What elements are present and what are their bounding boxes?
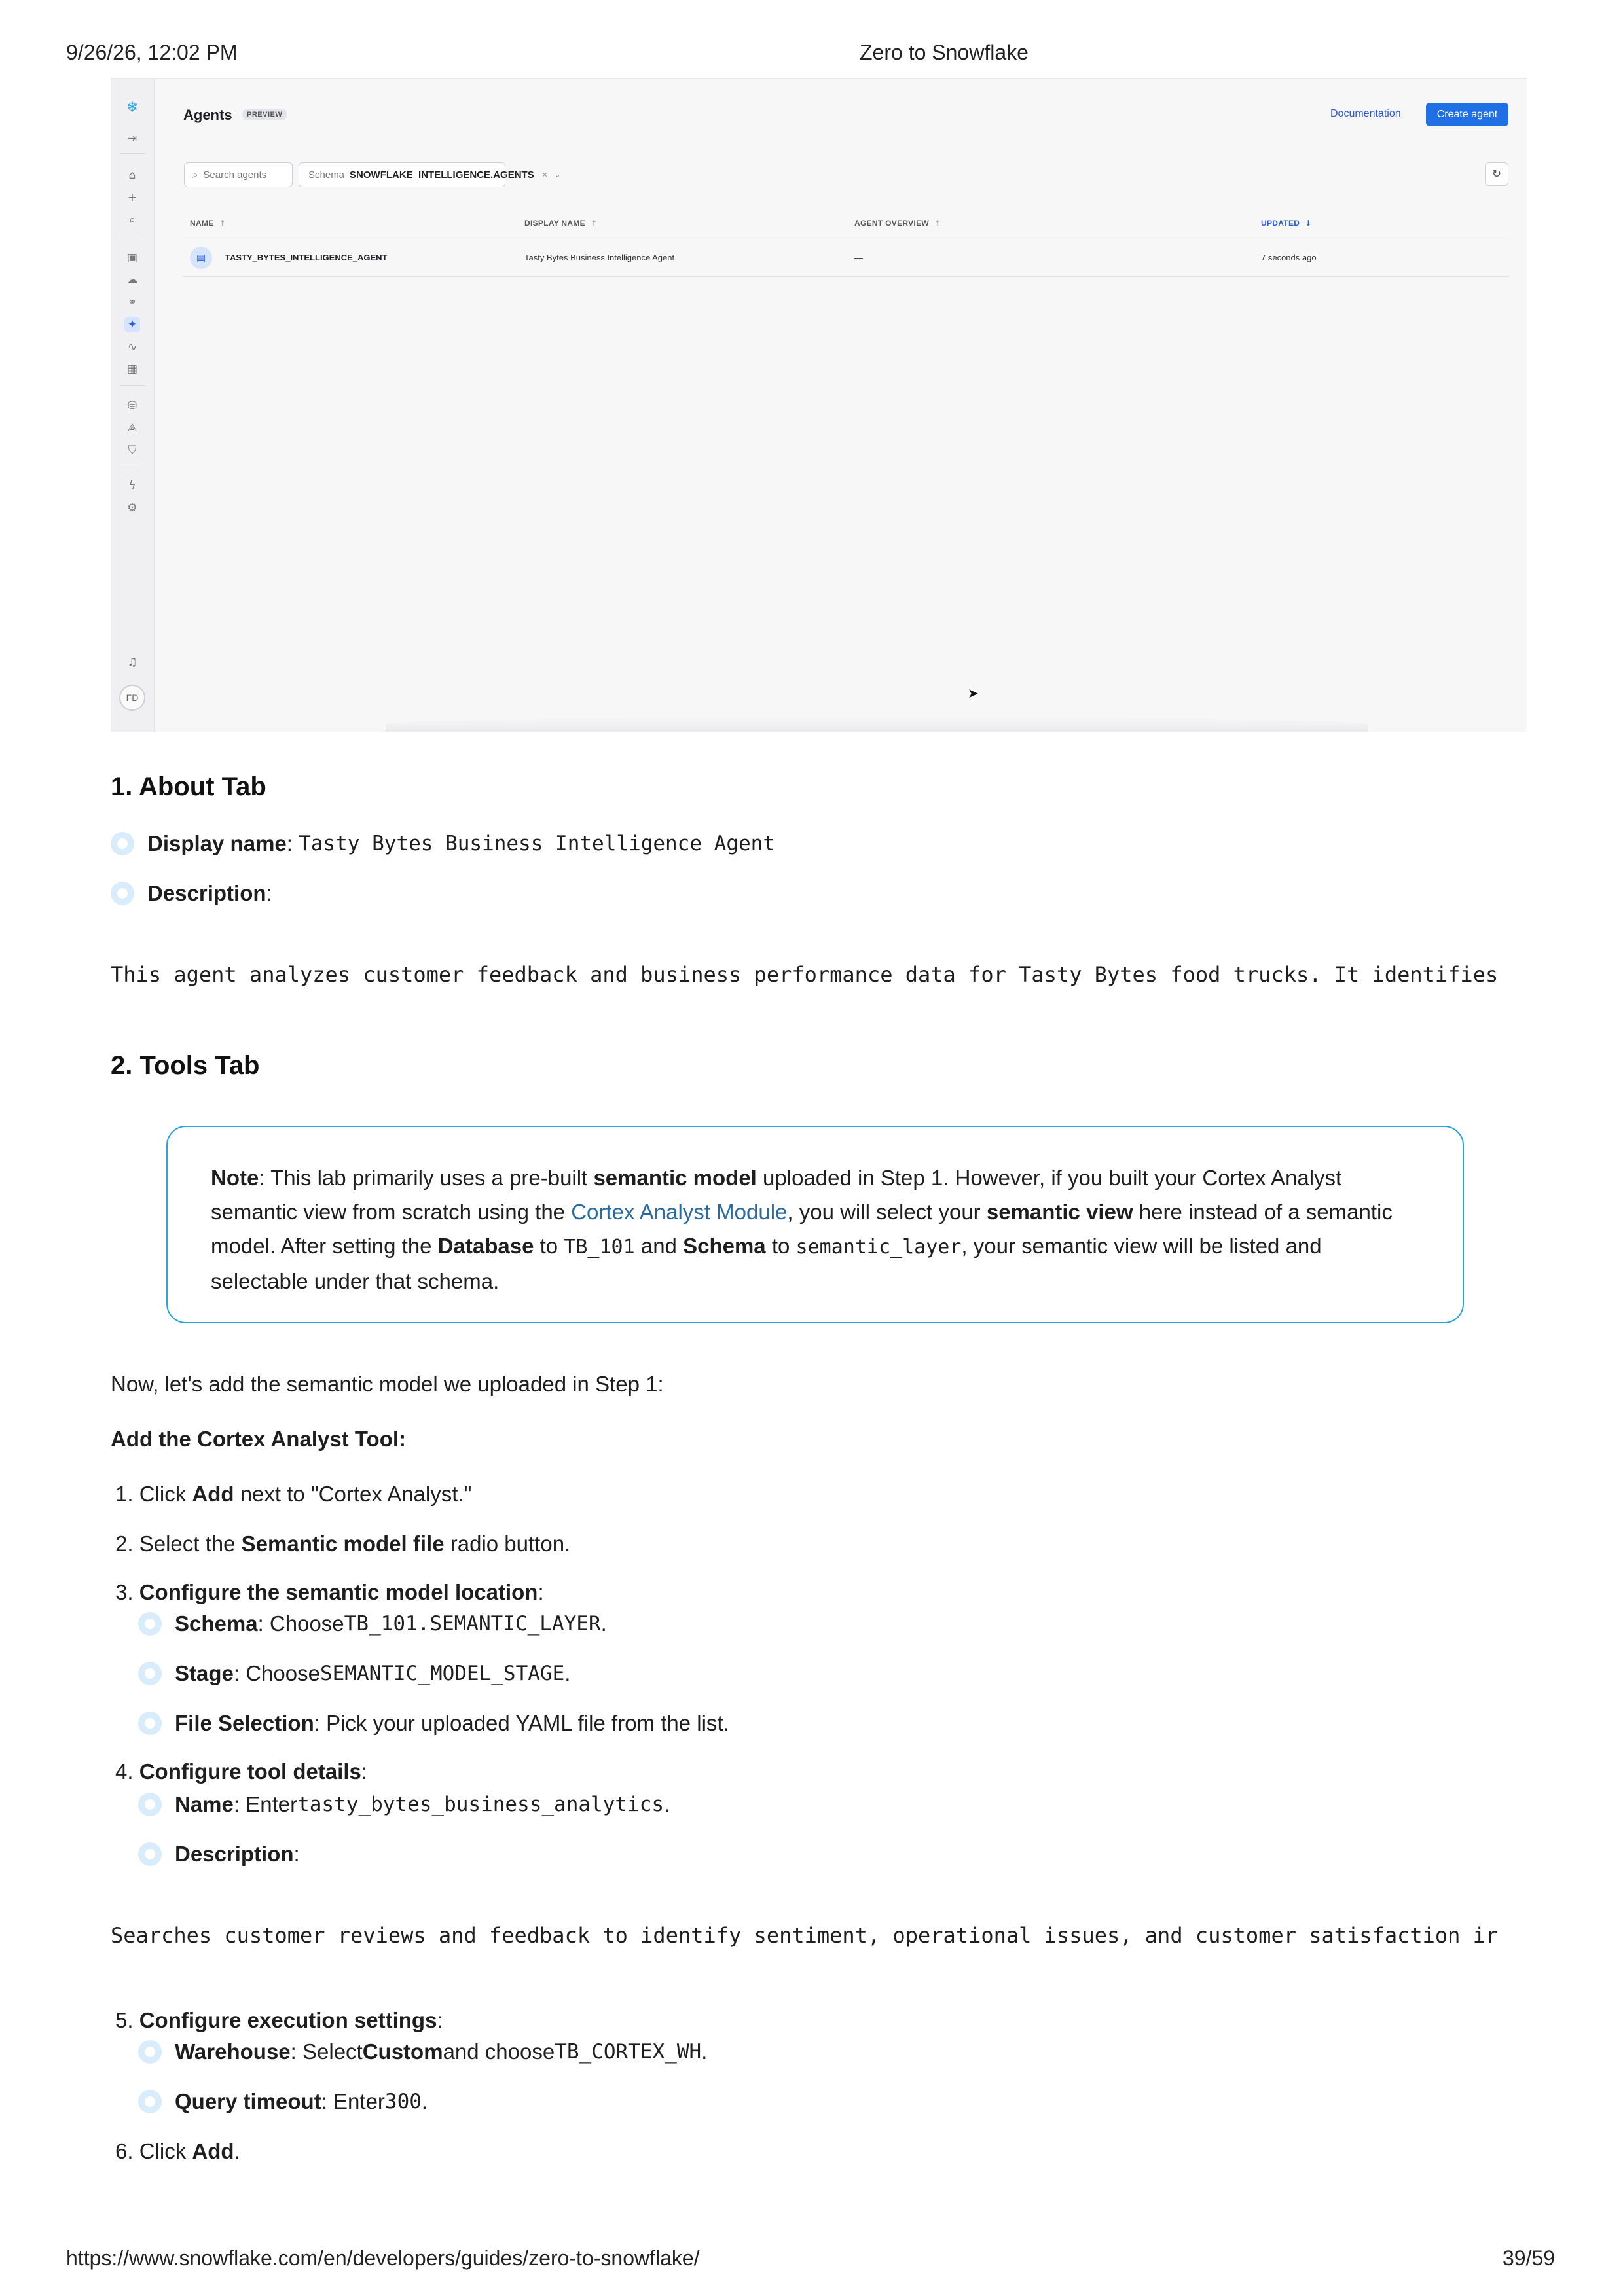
tool-description-item: Description :: [138, 1842, 300, 1867]
column-header-updated[interactable]: UPDATED ↓: [1261, 219, 1312, 228]
home-icon[interactable]: ⌂: [128, 169, 136, 182]
bullet-icon: [138, 1793, 162, 1816]
bullet-icon: [111, 882, 134, 905]
shield-icon[interactable]: ⛉: [128, 444, 137, 457]
sort-up-icon: ↑: [934, 219, 941, 228]
projects-icon[interactable]: ▣: [126, 251, 138, 264]
search-agents-input[interactable]: [184, 162, 293, 187]
agent-description-code: This agent analyzes customer feedback and business performance data for Tasty Bytes food trucks. It identifies: [111, 962, 1499, 987]
schema-label: Schema: [308, 169, 345, 181]
preview-badge: PREVIEW: [242, 109, 287, 120]
marketplace-icon[interactable]: ▦: [126, 363, 138, 376]
ai-agents-icon[interactable]: ✦: [124, 317, 140, 332]
bullet-icon: [138, 1842, 162, 1866]
snowflake-logo-icon: ❄: [126, 99, 139, 116]
tool-name-item: Name : Enter tasty_bytes_business_analytics .: [138, 1792, 670, 1817]
column-header-display-name[interactable]: DISPLAY NAME ↑: [524, 219, 598, 228]
display-name-item: Display name : Tasty Bytes Business Intelligence Agent: [111, 831, 775, 856]
step-5: 5. Configure execution settings:: [115, 2008, 443, 2032]
agent-display-name-cell: Tasty Bytes Business Intelligence Agent: [524, 253, 675, 262]
refresh-icon: ↻: [1491, 168, 1502, 181]
monitoring-icon[interactable]: ∿: [127, 340, 137, 353]
note-text: Note: This lab primarily uses a pre-built semantic model uploaded in Step 1. However, if you built your Cortex Analyst semantic view from scratch using the Cortex Analyst Module, you will select your semantic view here instead of a semantic model. After setting the Database to TB_101 and Schema to semantic_layer, your semantic view will be listed and selectable under that schema.: [211, 1166, 1393, 1293]
expand-sidebar-icon[interactable]: ⇥: [127, 132, 137, 145]
bullet-icon: [138, 1612, 162, 1636]
step-1: 1. Click Add next to "Cortex Analyst.": [115, 1482, 472, 1506]
cloud-icon[interactable]: ☁: [126, 274, 138, 287]
warehouse-item: Warehouse : Select Custom and choose TB_CORTEX_WH .: [138, 2039, 707, 2064]
step-2: 2. Select the Semantic model file radio button.: [115, 1532, 571, 1556]
bullet-icon: [111, 832, 134, 855]
settings-gear-icon[interactable]: ⚙: [127, 501, 137, 514]
bullet-icon: [138, 2040, 162, 2064]
agents-screenshot: [111, 78, 1527, 732]
column-header-agent-overview[interactable]: AGENT OVERVIEW ↑: [854, 219, 941, 228]
schema-value: SNOWFLAKE_INTELLIGENCE.AGENTS: [350, 169, 534, 181]
bullet-icon: [138, 1662, 162, 1685]
agent-name-cell[interactable]: TASTY_BYTES_INTELLIGENCE_AGENT: [225, 253, 388, 262]
agent-icon: ▤: [190, 247, 212, 269]
step-6: 6. Click Add.: [115, 2139, 240, 2163]
chevron-down-icon[interactable]: ⌄: [554, 170, 561, 179]
create-agent-button[interactable]: Create agent: [1426, 103, 1508, 126]
documentation-link[interactable]: Documentation: [1330, 108, 1401, 119]
print-url: https://www.snowflake.com/en/developers/guides/zero-to-snowflake/: [66, 2246, 700, 2270]
tools-tab-heading: 2. Tools Tab: [111, 1051, 260, 1080]
refresh-button[interactable]: [1485, 162, 1508, 186]
search-icon: ⌕: [192, 169, 198, 181]
note-box: [166, 1126, 1464, 1323]
sort-up-icon: ↑: [219, 219, 226, 228]
schema-filter[interactable]: [299, 162, 561, 187]
catalog-icon[interactable]: ⟁: [127, 422, 137, 435]
column-header-name[interactable]: NAME ↑: [190, 219, 226, 228]
search-placeholder: Search agents: [203, 169, 267, 181]
agent-updated-cell: 7 seconds ago: [1261, 253, 1317, 262]
print-datetime: 9/26/26, 12:02 PM: [66, 41, 238, 64]
about-tab-heading: 1. About Tab: [111, 772, 266, 801]
sort-up-icon: ↑: [590, 219, 598, 228]
sort-down-icon: ↓: [1305, 219, 1312, 228]
bolt-icon[interactable]: ϟ: [128, 479, 136, 492]
step-4: 4. Configure tool details:: [115, 1759, 368, 1784]
add-tool-subheading: Add the Cortex Analyst Tool:: [111, 1427, 407, 1451]
user-avatar[interactable]: FD: [119, 685, 145, 711]
file-selection-item: File Selection : Pick your uploaded YAML file from the list.: [138, 1711, 729, 1736]
page-title: Agents: [183, 107, 232, 123]
stage-item: Stage : Choose SEMANTIC_MODEL_STAGE .: [138, 1661, 570, 1686]
search-icon[interactable]: ⌕: [129, 213, 136, 226]
intro-paragraph: Now, let's add the semantic model we uploaded in Step 1:: [111, 1372, 664, 1396]
print-doc-title: Zero to Snowflake: [860, 41, 1029, 64]
tool-description-code: Searches customer reviews and feedback to identify sentiment, operational issues, and customer satisfaction ir: [111, 1923, 1499, 1948]
agent-overview-cell: —: [854, 253, 863, 262]
bell-icon[interactable]: ♫: [127, 656, 137, 669]
bullet-icon: [138, 2090, 162, 2113]
mouse-cursor-icon: ➤: [968, 685, 979, 701]
schema-item: Schema : Choose TB_101.SEMANTIC_LAYER .: [138, 1611, 607, 1636]
print-page-number: 39/59: [1503, 2246, 1556, 2270]
database-icon[interactable]: ⛁: [127, 399, 137, 412]
bullet-icon: [138, 1712, 162, 1735]
query-timeout-item: Query timeout : Enter 300 .: [138, 2089, 428, 2114]
data-products-icon[interactable]: ⚭: [127, 296, 137, 309]
left-nav-rail: [111, 79, 155, 732]
step-3: 3. Configure the semantic model location:: [115, 1580, 544, 1604]
clear-icon[interactable]: ×: [541, 169, 548, 181]
description-item: Description :: [111, 881, 272, 906]
cortex-analyst-module-link[interactable]: Cortex Analyst Module: [571, 1200, 788, 1224]
plus-icon[interactable]: +: [127, 191, 137, 204]
